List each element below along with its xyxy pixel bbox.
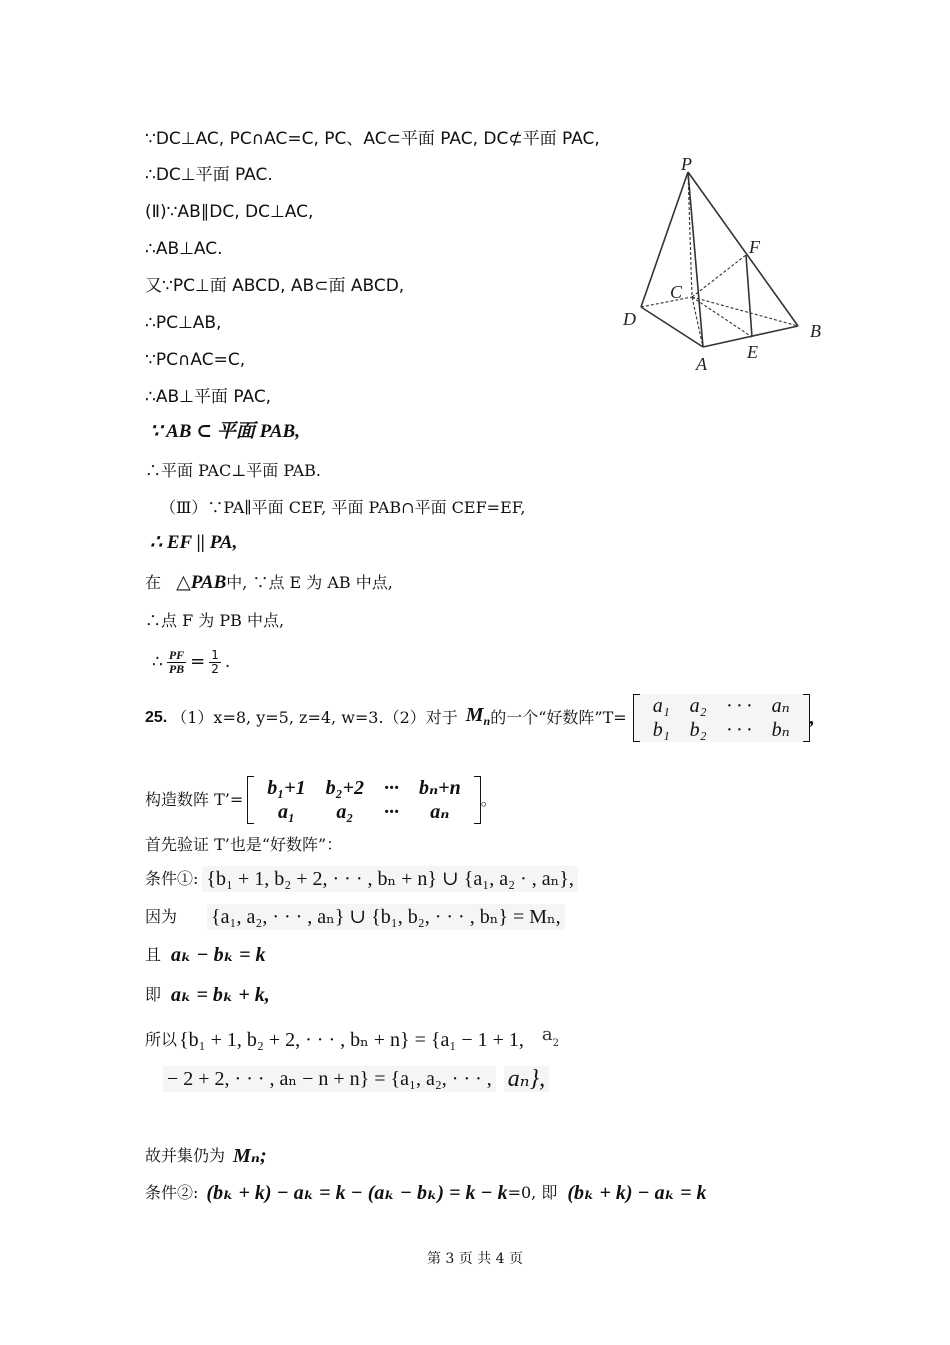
proof-line-13-rest: 中, ∵点 E 为 AB 中点, xyxy=(226,573,393,592)
construct-line xyxy=(145,770,497,830)
edge-ef xyxy=(746,255,752,337)
edge-pb xyxy=(688,172,798,326)
so-math-1: {b₁ + 1, b₂ + 2, · · · , bₙ + n} = {a₁ − 1 + 1, xyxy=(179,1028,524,1051)
label-p: P xyxy=(681,154,692,174)
matrix-cell: ··· xyxy=(384,801,400,823)
proof-line-1: ∵DC⊥AC, PC∩AC=C, PC、AC⊂平面 PAC, DC⊄平面 PAC, xyxy=(145,129,600,149)
edge-cf xyxy=(692,255,746,297)
matrix-t-comma: , xyxy=(809,707,815,729)
condition-2-math-1: (bₖ + k) − aₖ = k − (aₖ − bₖ) = k − k xyxy=(206,1182,508,1204)
so-label: 所以 xyxy=(145,1029,178,1049)
matrix-t xyxy=(633,694,810,742)
q25-number: 25. xyxy=(145,709,168,726)
condition-1-label: 条件①: xyxy=(145,869,199,888)
proof-line-13-prefix: 在 xyxy=(145,573,162,592)
proof-line-13 xyxy=(145,572,393,594)
because-line xyxy=(145,904,565,930)
matrix-tp-row-1 xyxy=(257,776,470,800)
proof-line-14: ∴点 F 为 PB 中点, xyxy=(145,611,285,630)
condition-2-math-2: (bₖ + k) − aₖ = k xyxy=(567,1182,707,1204)
q25-intro-line xyxy=(145,690,815,746)
matrix-cell: b₂ xyxy=(689,719,707,741)
matrix-cell: aₙ xyxy=(771,695,790,717)
label-b: B xyxy=(810,321,821,341)
union-line xyxy=(145,1145,267,1167)
triangle-pab: △PAB xyxy=(176,572,227,593)
label-d: D xyxy=(623,309,636,329)
label-f: F xyxy=(749,237,760,257)
fraction-pf-pb xyxy=(167,649,186,676)
matrix-cell: bₙ+n xyxy=(419,777,461,799)
label-a: A xyxy=(696,354,707,374)
ie-line xyxy=(145,984,270,1006)
matrix-cell: · · · xyxy=(726,719,752,741)
matrix-cell: b₁ xyxy=(652,719,670,741)
proof-line-4: ∴AB⊥AC. xyxy=(145,239,223,259)
pyramid-figure xyxy=(615,150,845,375)
edge-dc xyxy=(641,297,692,307)
so-tail-letter: a xyxy=(541,1024,553,1045)
construct-end: 。 xyxy=(480,790,497,809)
fraction-one-half xyxy=(209,649,221,676)
ie-label: 即 xyxy=(145,985,162,1004)
so-tail-sub: 2 xyxy=(552,1038,560,1049)
condition-2-label: 条件②: xyxy=(145,1183,199,1202)
because-label: 因为 xyxy=(145,907,178,926)
proof-line-3: (Ⅱ)∵AB∥DC, DC⊥AC, xyxy=(145,202,314,222)
proof-line-8: ∴AB⊥平面 PAC, xyxy=(145,387,272,407)
matrix-t-row-2 xyxy=(643,718,800,742)
matrix-cell: a₂ xyxy=(336,801,354,823)
because-math: {a₁, a₂, · · · , aₙ} ∪ {b₁, b₂, · · · , bₙ} = Mₙ, xyxy=(207,904,565,930)
so-math-2-tail: aₙ}, xyxy=(504,1066,549,1092)
period: . xyxy=(224,652,231,672)
condition-1-math: {b₁ + 1, b₂ + 2, · · · , bₙ + n} ∪ {a₁, a₂ · , aₙ}, xyxy=(202,866,577,892)
union-math: Mₙ; xyxy=(233,1145,267,1167)
matrix-t-row-1 xyxy=(643,694,800,718)
matrix-cell: bₙ xyxy=(771,719,790,741)
proof-line-9: ∵ AB ⊂ 平面 PAB, xyxy=(150,421,300,442)
matrix-cell: a₂ xyxy=(689,695,707,717)
edge-da xyxy=(641,307,703,347)
matrix-cell: b₁+1 xyxy=(267,777,306,799)
matrix-t-prime xyxy=(247,776,480,824)
matrix-cell: aₙ xyxy=(430,801,450,823)
mn-symbol xyxy=(466,704,490,732)
proof-line-10: ∴平面 PAC⊥平面 PAB. xyxy=(145,461,322,480)
equals-sign: = xyxy=(190,651,206,672)
half-numerator: 1 xyxy=(211,647,219,662)
and-label: 且 xyxy=(145,945,162,964)
union-label: 故并集仍为 xyxy=(145,1146,226,1165)
proof-line-6: ∴PC⊥AB, xyxy=(145,313,222,333)
proof-line-5: 又∵PC⊥面 ABCD, AB⊂面 ABCD, xyxy=(145,276,405,296)
condition-1-line xyxy=(145,866,578,892)
so-math-2: − 2 + 2, · · · , aₙ − n + n} = {a₁, a₂, · · · , xyxy=(163,1066,496,1092)
proof-line-15 xyxy=(152,644,230,680)
therefore-symbol: ∴ xyxy=(152,652,163,672)
construct-label: 构造数阵 T’= xyxy=(145,790,244,809)
fraction-denominator: PB xyxy=(168,661,185,676)
edge-cb xyxy=(692,297,798,326)
ie-math: aₖ = bₖ + k, xyxy=(171,984,270,1006)
page-footer: 第 3 页 共 4 页 xyxy=(426,1251,524,1267)
matrix-cell: a₁ xyxy=(277,801,295,823)
condition-2-line xyxy=(145,1182,707,1204)
label-c: C xyxy=(670,282,683,302)
label-e: E xyxy=(747,342,758,362)
matrix-tp-row-2 xyxy=(257,800,470,824)
so-line-1 xyxy=(145,1024,559,1055)
half-denominator: 2 xyxy=(211,661,219,676)
so-line-2 xyxy=(163,1066,549,1092)
verify-line: 首先验证 T’也是“好数阵”： xyxy=(145,835,343,854)
q25-intro: （1）x=8, y=5, z=4, w=3.（2）对于 xyxy=(171,708,458,727)
fraction-numerator: PF xyxy=(168,647,185,662)
matrix-cell: ··· xyxy=(384,777,400,799)
condition-2-text: =0, 即 xyxy=(507,1183,558,1202)
matrix-cell: a₁ xyxy=(652,695,670,717)
q25-intro2: 的一个“好数阵”T= xyxy=(490,708,627,727)
proof-line-11: （Ⅲ）∵PA∥平面 CEF, 平面 PAB∩平面 CEF=EF, xyxy=(160,498,526,517)
mn-sub: n xyxy=(483,714,491,728)
matrix-cell: b₂+2 xyxy=(325,777,365,799)
and-math: aₖ − bₖ = k xyxy=(171,944,266,966)
proof-line-2: ∴DC⊥平面 PAC. xyxy=(145,165,273,185)
proof-line-12: ∴ EF || PA, xyxy=(150,532,238,553)
so-math-1-tail xyxy=(542,1024,559,1055)
and-line xyxy=(145,944,265,966)
matrix-cell: · · · xyxy=(726,695,752,717)
mn-letter: M xyxy=(465,704,484,726)
proof-line-7: ∵PC∩AC=C, xyxy=(145,350,246,370)
